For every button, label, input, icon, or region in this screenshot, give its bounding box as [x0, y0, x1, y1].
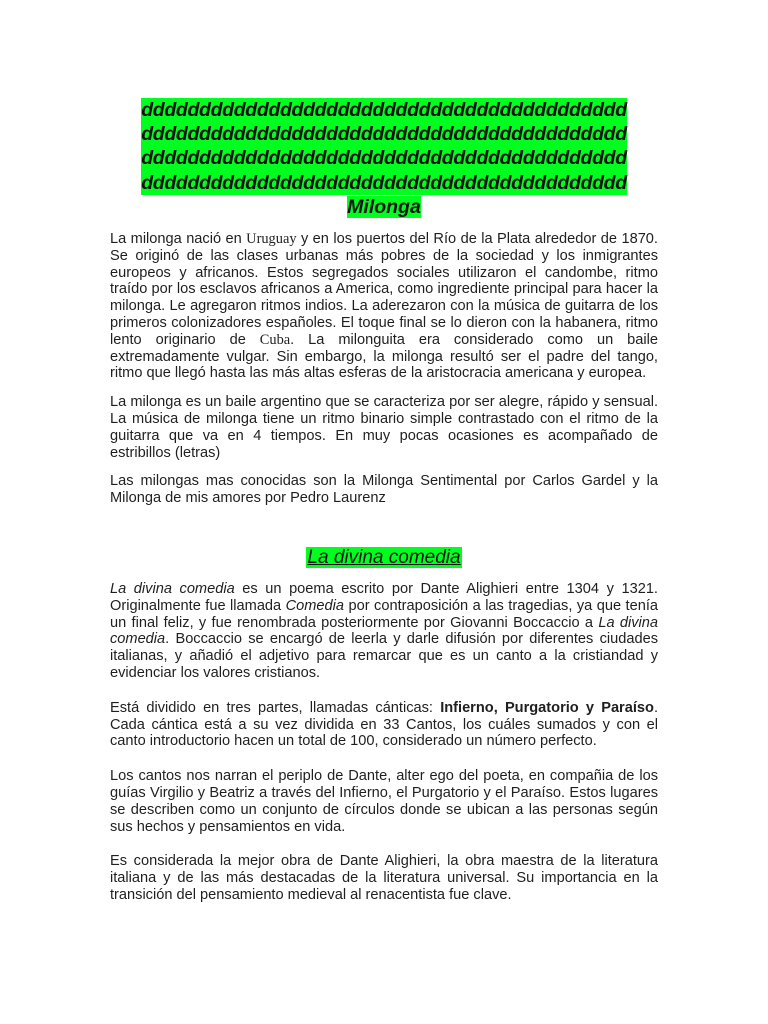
filler-line: dddddddddddddddddddddddddddddddddddddddddd — [141, 123, 627, 146]
comedia-paragraph-1: La divina comedia es un poema escrito por Dante Alighieri entre 1304 y 1321. Originalmente fue llamada Comedia por contraposición a las tragedias, ya que tenía un final feliz, y fue renombrada posteriormente por Giovanni Boccaccio a La divina comedia. Boccaccio se encargó de leerla y darle difusión por diferentes ciudades italianas, y añadió el adjetivo para remarcar que es un canto a la cristiandad y evidenciar los valores cristianos. — [110, 580, 658, 681]
filler-line: dddddddddddddddddddddddddddddddddddddddddd — [141, 171, 627, 194]
milonga-paragraph-3: Las milongas mas conocidas son la Milonga Sentimental por Carlos Gardel y la Milonga de mis amores por Pedro Laurenz — [110, 473, 658, 507]
filler-line: dddddddddddddddddddddddddddddddddddddddddd — [141, 147, 627, 170]
filler-line: dddddddddddddddddddddddddddddddddddddddddd — [141, 99, 627, 121]
comedia-paragraph-3: Los cantos nos narran el periplo de Dante, alter ego del poeta, en compañia de los guías Virgilio y Beatriz a través del Infierno, el Purgatorio y el Paraíso. Estos lugares se describen como un conjunto de círculos donde se ubican a las personas según sus hechos y pensamientos en vida. — [110, 768, 658, 835]
comedia-paragraph-4: Es considerada la mejor obra de Dante Alighieri, la obra maestra de la literatura italiana y de las más destacadas de la literatura universal. Su importancia en la transición del pensamiento medieval al renacentista fue clave. — [110, 853, 658, 903]
milonga-paragraph-2: La milonga es un baile argentino que se caracteriza por ser alegre, rápido y sensual. La música de milonga tiene un ritmo binario simple contrastado con el ritmo de la guitarra que va en 4 tiempos. En muy pocas ocasiones es acompañado de estribillos (letras) — [110, 394, 658, 461]
cuba-text: Cuba — [259, 331, 291, 348]
comedia-title: La divina comedia — [307, 546, 461, 568]
milonga-title: Milonga — [347, 195, 421, 218]
comedia-paragraph-2: Está dividido en tres partes, llamadas cánticas: Infierno, Purgatorio y Paraíso. Cada cántica está a su vez dividida en 33 Cantos, los cuáles sumados y con el canto introductorio hacen un total de 100, considerado un número perfecto. — [110, 699, 659, 750]
uruguay-text: Uruguay — [246, 231, 297, 248]
milonga-paragraph-1: La milonga nació en Uruguay y en los puertos del Río de la Plata alrededor de 1870. Se originó de las clases urbanas más pobres de la sociedad y los inmigrantes europeos y africanos. Estos segregados sociales utilizaron el candombe, ritmo traído por los esclavos africanos a America, como ingrediente principal para hacer la milonga. Le agregaron ritmos indios. La aderezaron con la música de guitarra de los primeros colonizadores españoles. El toque final se lo dieron con la habanera, ritmo lento originario de Cuba. La milonguita era considerado como un baile extremadamente vulgar. Sin embargo, la milonga resultó ser el padre del tango, ritmo que llegó hasta las más altas esferas de la aristocracia americana y europea. — [110, 231, 659, 382]
headline — [110, 98, 658, 219]
